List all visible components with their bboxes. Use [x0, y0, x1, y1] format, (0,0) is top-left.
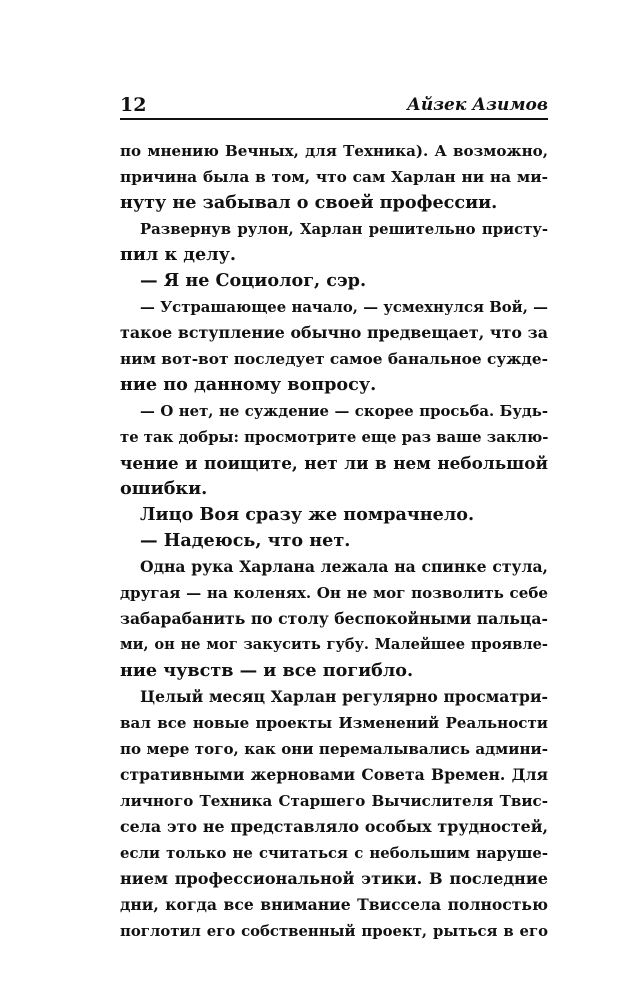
- text-line: по мере того, как они перемалывались админи-: [120, 740, 548, 758]
- text-line: если только не считаться с небольшим наруше-: [120, 844, 548, 862]
- text-line: ние чувств — и все погибло.: [120, 660, 414, 681]
- text-line: чение и поищите, нет ли в нем небольшой: [120, 453, 548, 473]
- text-line: такое вступление обычно предвещает, что за: [120, 323, 548, 342]
- text-line: по мнению Вечных, для Техника). А возможно,: [120, 142, 548, 160]
- text-line: стративными жерновами Совета Времен. Для: [120, 765, 548, 784]
- text-line: пил к делу.: [120, 244, 237, 265]
- text-line: дни, когда все внимание Твиссела полностью: [120, 895, 548, 914]
- text-line: забарабанить по столу беспокойными пальца-: [120, 609, 548, 628]
- text-line: нуту не забывал о своей профессии.: [120, 192, 498, 213]
- text-line: Целый месяц Харлан регулярно просматри-: [140, 687, 548, 706]
- text-line: личного Техника Старшего Вычислителя Твис-: [120, 792, 548, 810]
- text-line: села это не представляло особых трудностей,: [120, 817, 548, 836]
- page-text: [120, 138, 548, 944]
- text-line: те так добры: просмотрите еще раз ваше заклю-: [120, 428, 549, 446]
- running-header: [120, 94, 548, 120]
- header-rule: [120, 118, 548, 120]
- text-line: — О нет, не суждение — скорее просьба. Будь-: [140, 402, 548, 420]
- text-line: поглотил его собственный проект, рыться в его: [120, 922, 548, 940]
- text-line: нием профессиональной этики. В последние: [120, 869, 548, 888]
- text-line: ми, он не мог закусить губу. Малейшее проявле-: [120, 636, 548, 653]
- text-line: вал все новые проекты Изменений Реальности: [120, 714, 548, 732]
- text-line: — Надеюсь, что нет.: [140, 530, 351, 551]
- text-line: причина была в том, что сам Харлан ни на ми-: [120, 168, 548, 186]
- text-line: ошибки.: [120, 478, 208, 499]
- text-line: ние по данному вопросу.: [120, 374, 377, 395]
- text-line: другая — на коленях. Он не мог позволить себе: [120, 584, 548, 602]
- text-line: Развернув рулон, Харлан решительно присту-: [140, 220, 548, 238]
- text-line: ним вот-вот последует самое банальное сужде-: [120, 350, 548, 368]
- text-line: — Устрашающее начало, — усмехнулся Вой, —: [140, 298, 548, 316]
- text-line: — Я не Социолог, сэр.: [140, 270, 367, 291]
- text-line: Одна рука Харлана лежала на спинке стула,: [140, 557, 548, 576]
- running-head-author: Айзек Азимов: [406, 95, 548, 115]
- text-line: Лицо Воя сразу же помрачнело.: [140, 504, 475, 525]
- page-number: 12: [120, 94, 147, 116]
